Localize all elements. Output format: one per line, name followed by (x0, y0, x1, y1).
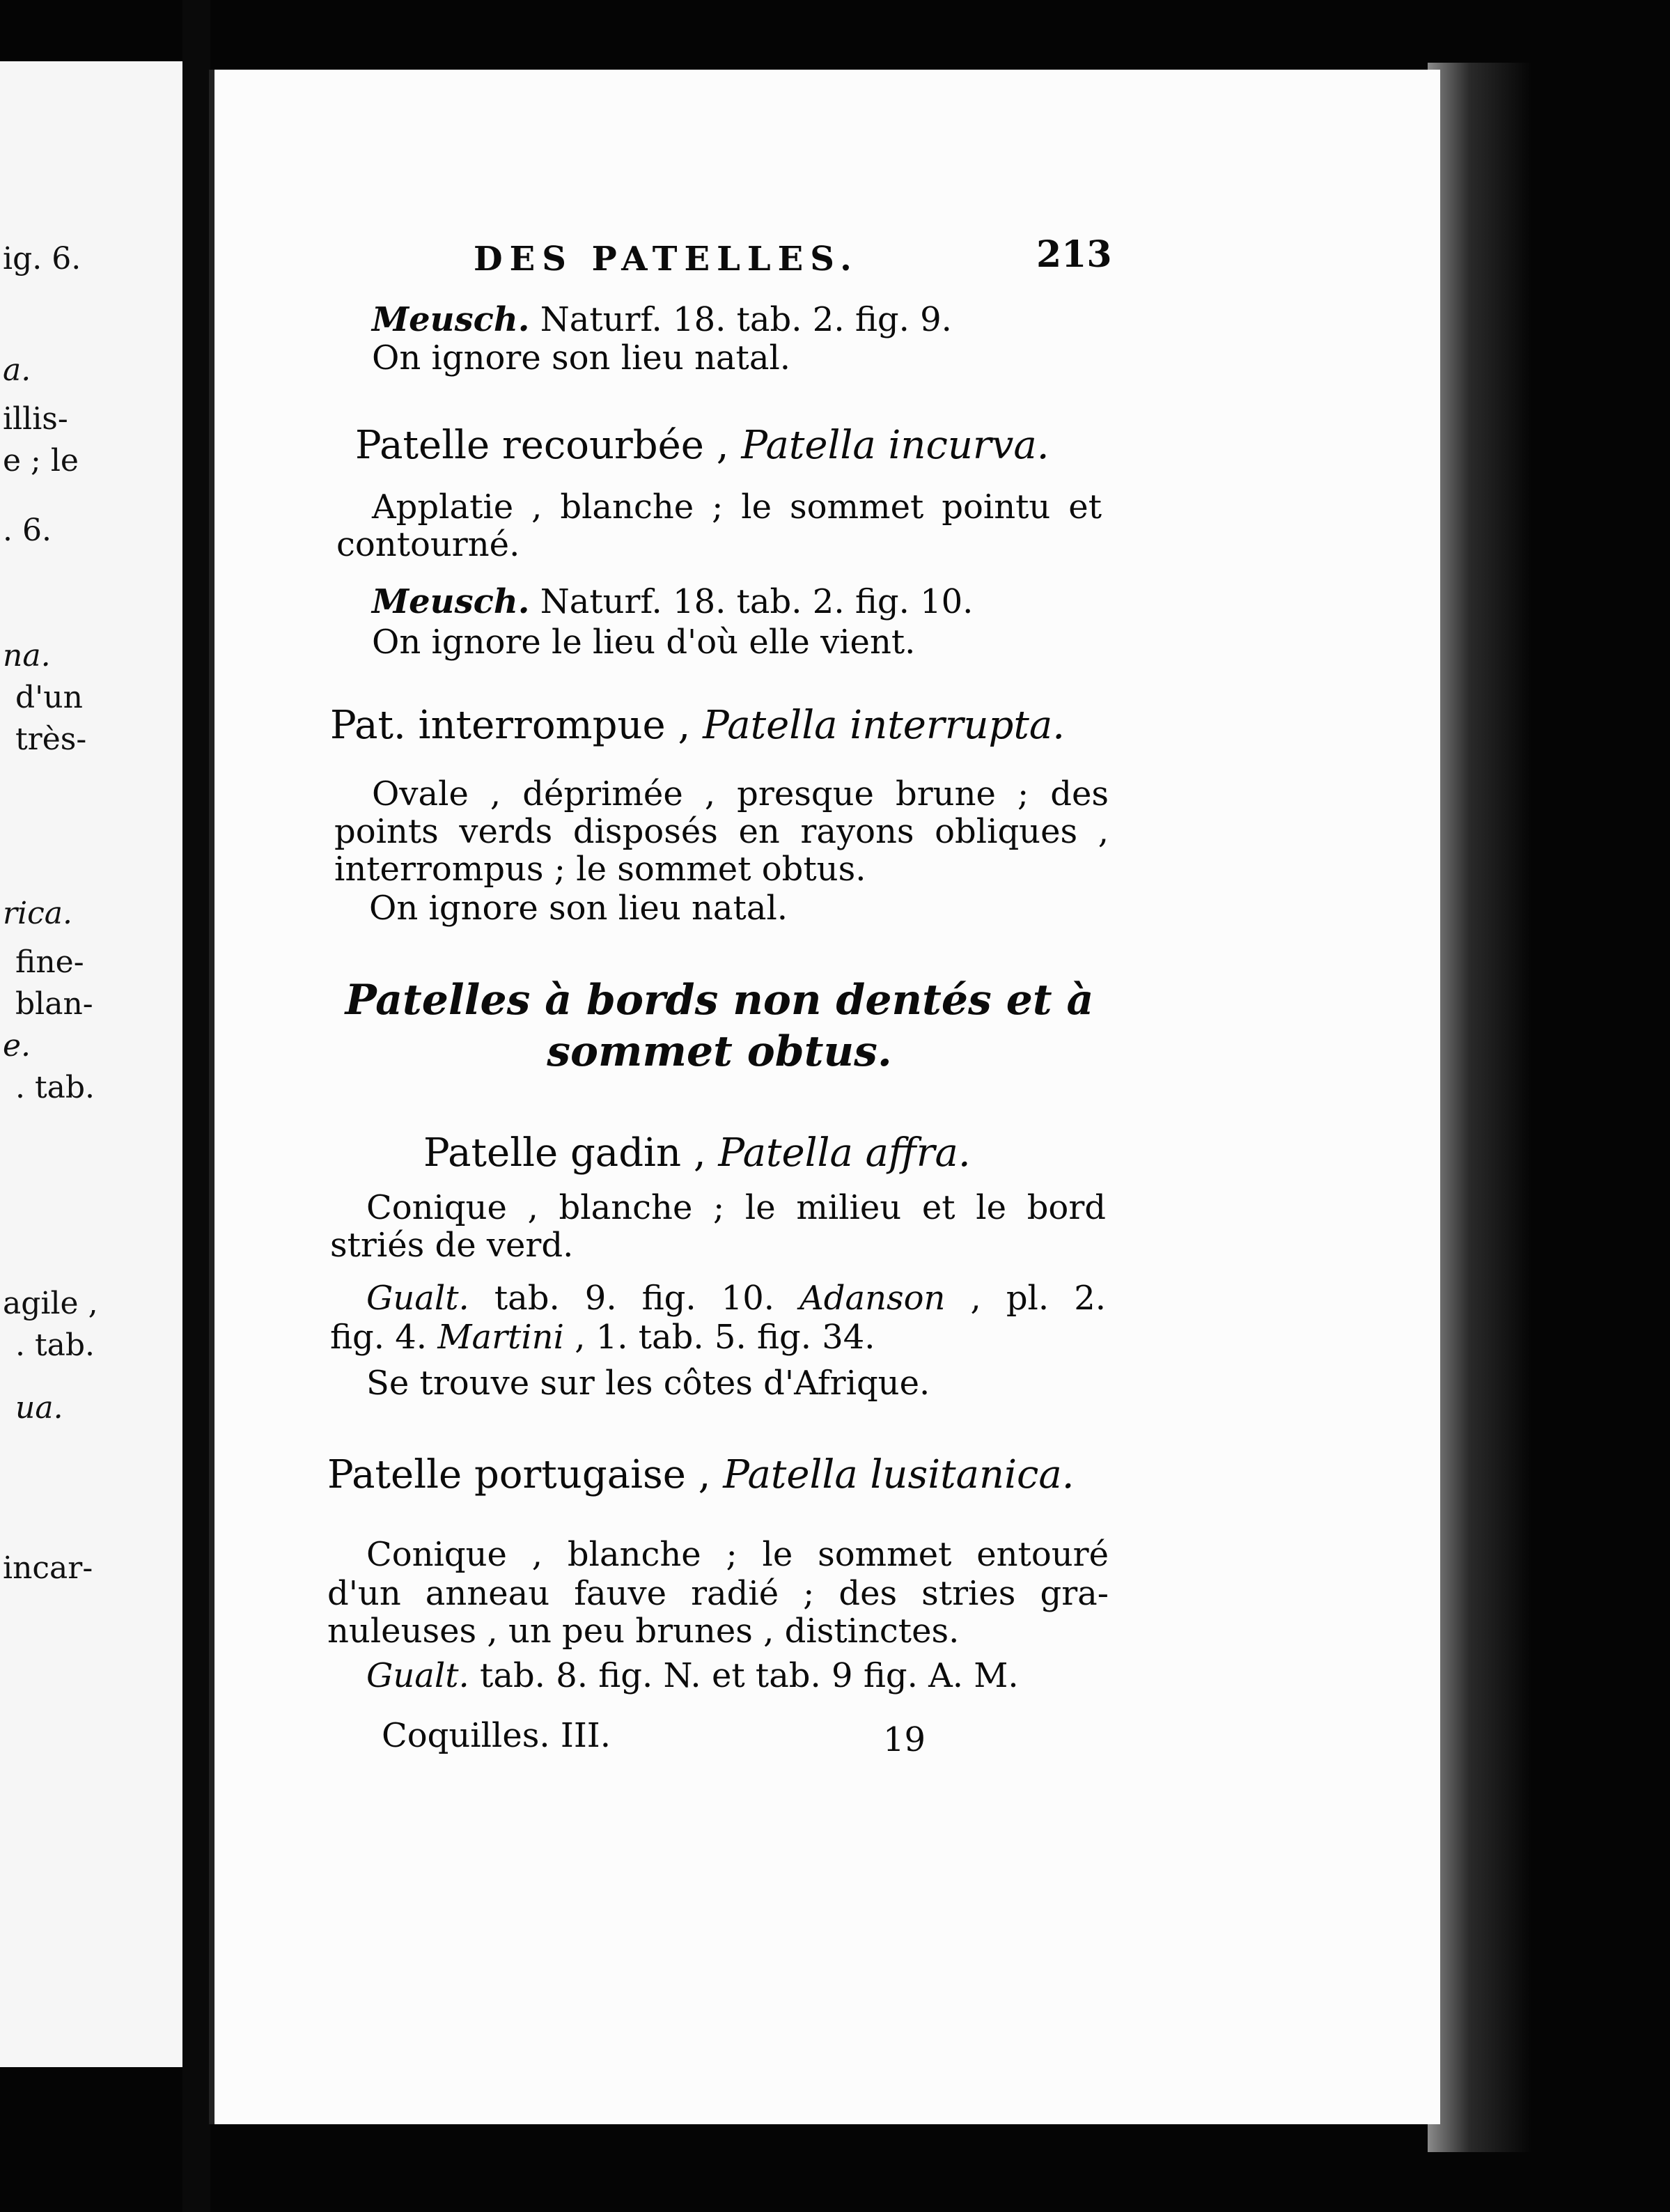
book-page (209, 70, 1440, 2124)
species-title: Pat. interrompue , Patella interrupta. (330, 703, 1066, 748)
previous-page-strip (0, 61, 182, 2067)
running-title: DES PATELLES. (474, 240, 859, 279)
previous-page-fragment: . 6. (3, 513, 52, 548)
species-title: Patelle gadin , Patella affra. (423, 1130, 971, 1176)
previous-page-fragment: d'un (15, 680, 83, 715)
description-line: striés de verd. (330, 1226, 574, 1265)
previous-page-fragment: ua. (15, 1390, 63, 1426)
description-line: interrompus ; le sommet obtus. (334, 850, 866, 889)
reference-line: Meusch. Naturf. 18. tab. 2. fig. 10. (372, 582, 974, 621)
page-number: 213 (1036, 233, 1112, 276)
previous-page-fragment: . tab. (15, 1070, 95, 1105)
description-line: d'un anneau fauve radié ; des stries gra- (327, 1574, 1109, 1613)
section-title: sommet obtus. (547, 1027, 892, 1076)
habitat-line: On ignore le lieu d'où elle vient. (372, 623, 916, 662)
author-abbrev: Meusch. (372, 300, 530, 339)
description-line: Ovale , déprimée , presque brune ; des (372, 774, 1109, 813)
previous-page-fragment: très- (15, 722, 87, 757)
species-title: Patelle recourbée , Patella incurva. (355, 423, 1049, 468)
signature-mark: Coquilles. III. (382, 1716, 611, 1755)
description-line: Applatie , blanche ; le sommet pointu et (372, 488, 1102, 527)
description-line: Conique , blanche ; le milieu et le bord (366, 1188, 1106, 1227)
previous-page-fragment: incar- (3, 1550, 93, 1586)
previous-page-fragment: na. (3, 638, 51, 673)
previous-page-fragment: e. (3, 1028, 31, 1064)
previous-page-fragment: a. (3, 352, 31, 388)
habitat-line: On ignore son lieu natal. (369, 889, 788, 928)
previous-page-fragment: agile , (3, 1286, 98, 1321)
previous-page-fragment: blan- (15, 986, 93, 1022)
description-line: Conique , blanche ; le sommet entouré (366, 1535, 1109, 1574)
reference-line: fig. 4. Martini , 1. tab. 5. fig. 34. (330, 1318, 875, 1357)
reference-line: Gualt. tab. 9. fig. 10. Adanson , pl. 2. (366, 1279, 1107, 1318)
previous-page-fragment: fine- (15, 944, 84, 980)
habitat-line: Se trouve sur les côtes d'Afrique. (366, 1364, 930, 1403)
previous-page-fragment: . tab. (15, 1327, 95, 1363)
previous-page-fragment: ig. 6. (3, 241, 81, 276)
previous-page-fragment: rica. (3, 896, 72, 931)
reference-line: Gualt. tab. 8. fig. N. et tab. 9 fig. A. M. (366, 1656, 1019, 1695)
species-title: Patelle portugaise , Patella lusitanica. (327, 1452, 1075, 1497)
reference-line: Meusch. Naturf. 18. tab. 2. fig. 9. (372, 300, 952, 339)
description-line: nuleuses , un peu brunes , distinctes. (327, 1612, 960, 1651)
habitat-line: On ignore son lieu natal. (372, 338, 791, 377)
page-edge-shadow (1428, 63, 1532, 2152)
previous-page-fragment: illis- (3, 401, 68, 437)
book-gutter (182, 0, 210, 2212)
description-line: contourné. (336, 525, 520, 564)
section-title: Patelles à bords non dentés et à (345, 976, 1094, 1025)
description-line: points verds disposés en rayons obliques , (334, 812, 1109, 851)
gathering-number: 19 (883, 1720, 926, 1759)
previous-page-fragment: e ; le (3, 443, 79, 478)
